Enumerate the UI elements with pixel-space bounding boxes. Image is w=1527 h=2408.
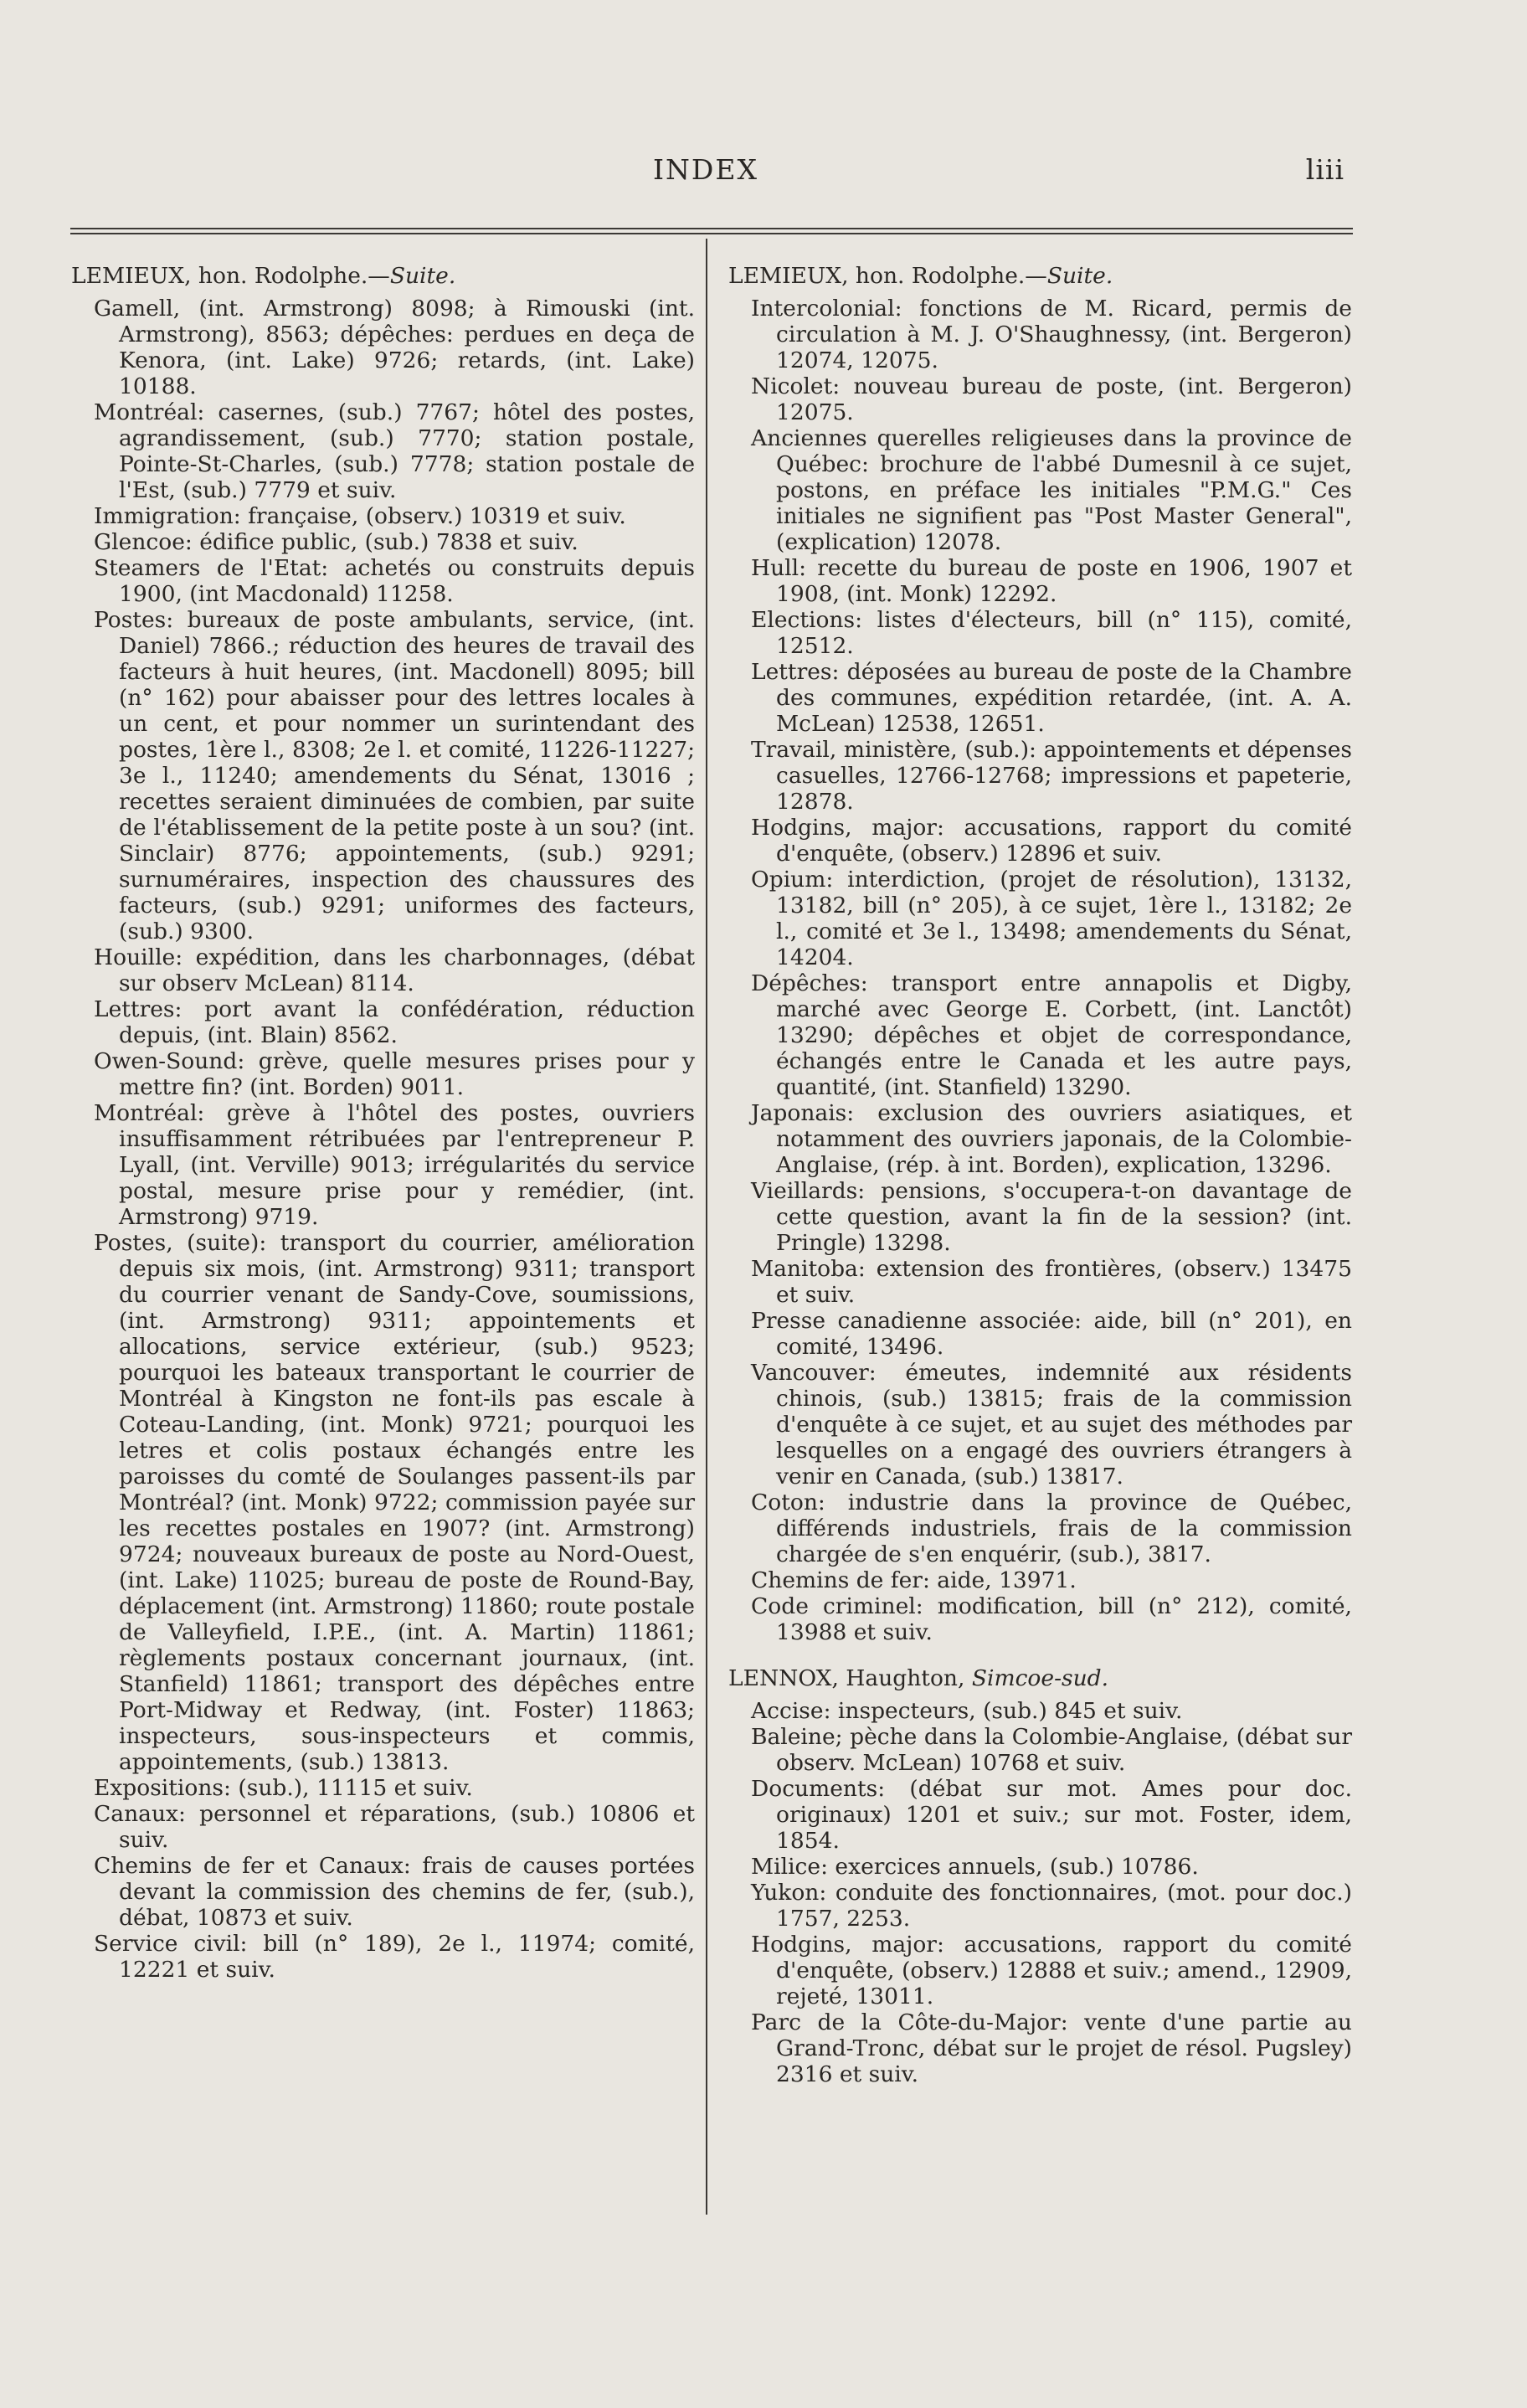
index-entry: Montréal: grève à l'hôtel des postes, ouvriers insuffisamment rétribuées par l'entrepreneur P. Lyall, (int. Verville) 9013; irrégularités du service postal, mesure prise pour y remédier, (int. Armstrong) 9719. xyxy=(94,1100,695,1230)
index-entry: Vancouver: émeutes, indemnité aux résidents chinois, (sub.) 13815; frais de la commission d'enquête à ce sujet, et au sujet des méthodes par lesquelles on a engagé des ouvriers étrangers à venir en Canada, (sub.) 13817. xyxy=(751,1360,1352,1490)
index-entry: Hull: recette du bureau de poste en 1906, 1907 et 1908, (int. Monk) 12292. xyxy=(751,555,1352,607)
entry-list xyxy=(728,1698,1352,2087)
index-entry: Elections: listes d'électeurs, bill (n° 115), comité, 12512. xyxy=(751,607,1352,659)
index-entry: Canaux: personnel et réparations, (sub.) 10806 et suiv. xyxy=(94,1801,695,1853)
index-entry: Chemins de fer et Canaux: frais de causes portées devant la commission des chemins de fer, (sub.), débat, 10873 et suiv. xyxy=(94,1853,695,1931)
index-heading xyxy=(71,263,695,289)
index-entry: Glencoe: édifice public, (sub.) 7838 et suiv. xyxy=(94,529,578,555)
index-entry: Accise: inspecteurs, (sub.) 845 et suiv. xyxy=(751,1698,1183,1724)
index-heading xyxy=(728,263,1352,289)
index-entry: Service civil: bill (n° 189), 2e l., 11974; comité, 12221 et suiv. xyxy=(94,1931,695,1983)
index-entry: Owen-Sound: grève, quelle mesures prises pour y mettre fin? (int. Borden) 9011. xyxy=(94,1048,695,1100)
heading-name: LENNOX, Haughton, xyxy=(728,1665,972,1691)
index-entry: Milice: exercices annuels, (sub.) 10786. xyxy=(751,1854,1199,1880)
index-entry: Code criminel: modification, bill (n° 212), comité, 13988 et suiv. xyxy=(751,1593,1352,1645)
heading-name: LEMIEUX, hon. Rodolphe.— xyxy=(728,263,1047,289)
entry-list xyxy=(728,296,1352,1645)
index-entry: Intercolonial: fonctions de M. Ricard, permis de circulation à M. J. O'Shaughnessy, (int. Bergeron) 12074, 12075. xyxy=(751,296,1352,373)
index-entry: Manitoba: extension des frontières, (observ.) 13475 et suiv. xyxy=(751,1256,1352,1308)
heading-suite: Suite. xyxy=(389,263,456,289)
column-divider xyxy=(706,239,707,2215)
section-gap xyxy=(728,1645,1352,1654)
index-entry: Postes, (suite): transport du courrier, amélioration depuis six mois, (int. Armstrong) 9311; transport du courrier venant de Sandy-Cove, soumissions, (int. Armstrong) 9311; appointements et allocations, service extérieur, (sub.) 9523; pourquoi les bateaux transportant le courrier de Montréal à Kingston ne font-ils pas escale à Coteau-Landing, (int. Monk) 9721; pourquoi les letres et colis postaux échangés entre les paroisses du comté de Soulanges passent-ils par Montréal? (int. Monk) 9722; commission payée sur les recettes postales en 1907? (int. Armstrong) 9724; nouveaux bureaux de poste au Nord-Ouest, (int. Lake) 11025; bureau de poste de Round-Bay, déplacement (int. Armstrong) 11860; route postale de Valleyfield, I.P.E., (int. A. Martin) 11861; règlements postaux concernant journaux, (int. Stanfield) 11861; transport des dépêches entre Port-Midway et Redway, (int. Foster) 11863; inspecteurs, sous-inspecteurs et commis, appointements, (sub.) 13813. xyxy=(94,1230,695,1775)
index-entry: Expositions: (sub.), 11115 et suiv. xyxy=(94,1775,473,1801)
index-heading xyxy=(728,1665,1352,1691)
index-entry: Vieillards: pensions, s'occupera-t-on davantage de cette question, avant la fin de la session? (int. Pringle) 13298. xyxy=(751,1178,1352,1256)
header-double-rule xyxy=(70,228,1353,236)
index-entry: Documents: (débat sur mot. Ames pour doc. originaux) 1201 et suiv.; sur mot. Foster, idem, 1854. xyxy=(751,1776,1352,1854)
index-entry: Steamers de l'Etat: achetés ou construits depuis 1900, (int Macdonald) 11258. xyxy=(94,555,695,607)
index-entry: Immigration: française, (observ.) 10319 et suiv. xyxy=(94,503,626,529)
index-entry: Travail, ministère, (sub.): appointements et dépenses casuelles, 12766-12768; impressions et papeterie, 12878. xyxy=(751,737,1352,815)
index-entry: Nicolet: nouveau bureau de poste, (int. Bergeron) 12075. xyxy=(751,373,1352,425)
index-entry: Opium: interdiction, (projet de résolution), 13132, 13182, bill (n° 205), à ce sujet, 1ère l., 13182; 2e l., comité et 3e l., 13498; amendements du Sénat, 14204. xyxy=(751,867,1352,970)
index-entry: Houille: expédition, dans les charbonnages, (débat sur observ McLean) 8114. xyxy=(94,944,695,996)
index-entry: Lettres: port avant la confédération, réduction depuis, (int. Blain) 8562. xyxy=(94,996,695,1048)
index-entry: Dépêches: transport entre annapolis et Digby, marché avec George E. Corbett, (int. Lanctôt) 13290; dépêches et objet de correspondance, échangés entre le Canada et les autre pays, quantité, (int. Stanfield) 13290. xyxy=(751,970,1352,1100)
index-entry: Japonais: exclusion des ouvriers asiatiques, et notamment des ouvriers japonais, de la Colombie-Anglaise, (rép. à int. Borden), explication, 13296. xyxy=(751,1100,1352,1178)
index-entry: Postes: bureaux de poste ambulants, service, (int. Daniel) 7866.; réduction des heures de travail des facteurs à huit heures, (int. Macdonell) 8095; bill (n° 162) pour abaisser pour des lettres locales à un cent, et pour nommer un surintendant des postes, 1ère l., 8308; 2e l. et comité, 11226-11227; 3e l., 11240; amendements du Sénat, 13016 ; recettes seraient diminuées de combien, par suite de l'établissement de la petite poste à un sou? (int. Sinclair) 8776; appointements, (sub.) 9291; surnuméraires, inspection des chaussures des facteurs, (sub.) 9291; uniformes des facteurs, (sub.) 9300. xyxy=(94,607,695,944)
index-entry: Anciennes querelles religieuses dans la province de Québec: brochure de l'abbé Dumesnil à ce sujet, postons, en préface les initiales "P.M.G." Ces initiales ne signifient pas "Post Master General", (explication) 12078. xyxy=(751,425,1352,555)
running-head: INDEX xyxy=(653,153,758,186)
index-entry: Chemins de fer: aide, 13971. xyxy=(751,1567,1077,1593)
index-entry: Hodgins, major: accusations, rapport du comité d'enquête, (observ.) 12888 et suiv.; amend., 12909, rejeté, 13011. xyxy=(751,1932,1352,2009)
index-entry: Montréal: casernes, (sub.) 7767; hôtel des postes, agrandissement, (sub.) 7770; station postale, Pointe-St-Charles, (sub.) 7778; station postale de l'Est, (sub.) 7779 et suiv. xyxy=(94,399,695,503)
left-column xyxy=(71,251,695,1983)
heading-suite: Simcoe-sud. xyxy=(971,1665,1109,1691)
index-entry: Presse canadienne associée: aide, bill (n° 201), en comité, 13496. xyxy=(751,1308,1352,1360)
index-entry: Yukon: conduite des fonctionnaires, (mot. pour doc.) 1757, 2253. xyxy=(751,1880,1352,1932)
entry-list xyxy=(71,296,695,1983)
page-number: liii xyxy=(1305,153,1344,186)
index-entry: Baleine; pèche dans la Colombie-Anglaise, (débat sur observ. McLean) 10768 et suiv. xyxy=(751,1724,1352,1776)
index-entry: Coton: industrie dans la province de Québec, différends industriels, frais de la commission chargée de s'en enquérir, (sub.), 3817. xyxy=(751,1490,1352,1567)
index-entry: Lettres: déposées au bureau de poste de la Chambre des communes, expédition retardée, (int. A. A. McLean) 12538, 12651. xyxy=(751,659,1352,737)
index-entry: Gamell, (int. Armstrong) 8098; à Rimouski (int. Armstrong), 8563; dépêches: perdues en deça de Kenora, (int. Lake) 9726; retards, (int. Lake) 10188. xyxy=(94,296,695,399)
right-column xyxy=(728,251,1352,2087)
index-entry: Parc de la Côte-du-Major: vente d'une partie au Grand-Tronc, débat sur le projet de résol. Pugsley) 2316 et suiv. xyxy=(751,2009,1352,2087)
heading-suite: Suite. xyxy=(1046,263,1113,289)
heading-name: LEMIEUX, hon. Rodolphe.— xyxy=(71,263,390,289)
index-entry: Hodgins, major: accusations, rapport du comité d'enquête, (observ.) 12896 et suiv. xyxy=(751,815,1352,867)
